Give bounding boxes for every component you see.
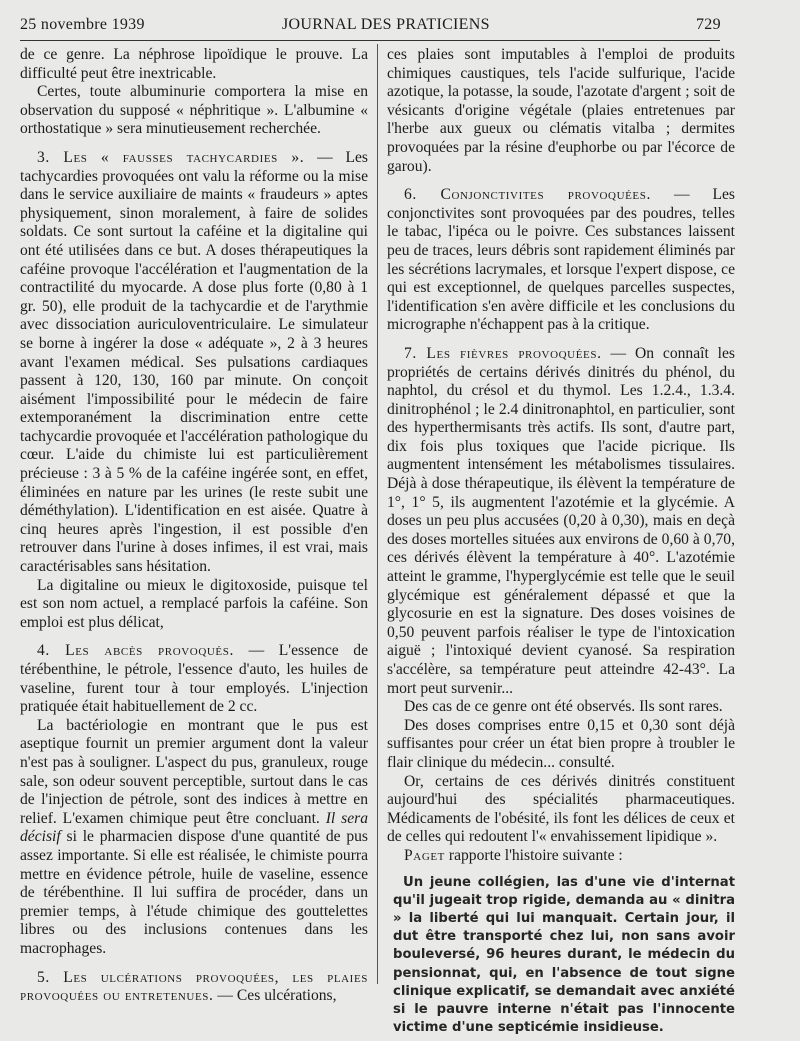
- section-heading: 7. Les fièvres provoquées.: [404, 344, 602, 362]
- section-heading: 4. Les abcès provoqués.: [37, 642, 234, 660]
- section-heading: 6. Conjonctivites provoquées.: [404, 186, 651, 204]
- quotation-text: Un jeune collégien, las d'une vie d'internat qu'il jugeait trop rigide, demanda au « dinitra » la liberté qui lui manquait. Certain jour, il dut être transporté chez lui, non sans avoir bouleversé, 96 heures durant, le médecin du pensionnat, qui, en l'absence de tout signe clinique explicatif, se demandait avec anxiété si le pauvre interne n'était pas l'innocente victime d'une septicémie insidieuse.: [393, 874, 735, 1036]
- section-body: — Les tachycardies provoquées ont valu la réforme ou la mise dans le service auxiliaire de maints « fraudeurs » aptes physiquement, sinon moralement, à faire de solides soldats. Ce sont surtout la caféine et la digitaline qui ont été utilisées dans ce but. A doses thérapeutiques la caféine provoque l'accélération et l'augmentation de la contractilité du myocarde. A dose plus forte (0,80 à 1 gr. 50), elle produit de la tachycardie et de l'arythmie avec dissociation auriculoventriculaire. Le simulateur se borne à ingérer la dose « adéquate », 2 à 3 heures avant l'examen médical. Ses pulsations cardiaques passent à 120, 130, 160 par minute. On conçoit aisément l'impossibilité pour le médecin de faire extemporanément la discrimination entre cette tachycardie provoquée et l'accélération pathologique du cœur. L'aide du chimiste lui est particulièrement précieuse : 3 à 5 % de la caféine ingérée sont, en effet, éliminées en nature par les urines (le reste subit une déméthylation). L'identification en est aisée. Quatre à cinq heures après l'ingestion, il est possible d'en retrouver dans l'urine à doses infimes, il est vrai, mais caractérisables sans hésitation.: [20, 148, 369, 576]
- section-3: [20, 149, 368, 577]
- paragraph: Des cas de ce genre ont été observés. Ils sont rares.: [404, 698, 723, 716]
- section-body: — On connaît les propriétés de certains dérivés dinitrés du phénol, du naphtol, du crésol et du thymol. Les 1.2.4., 1.3.4. dinitrophénol ; le 2.4 dinitronaphtol, en particulier, sont des hyperthermisants très actifs. Ils sont, d'autre part, dix fois plus toxiques que l'acide picrique. Ils augmentent intensément les métabolismes tissulaires. Déjà à dose thérapeutique, ils élèvent la température de 1°, 1° 5, ils augmentent l'azotémie et la glycémie. A doses un peu plus accusées (0,20 à 0,30), mais en deçà des doses mortelles situées aux environs de 0,60 à 0,70, ces dérivés élèvent la température à 40°. L'azotémie atteint le gramme, l'hyperglycémie est telle que le seuil glycémique est généralement dépassé et que la glycosurie en est la signature. Des doses voisines de 0,50 peuvent parfois réaliser le type de l'intoxication aiguë ; l'intoxiqué devient cyanosé. Sa respiration s'accélère, sa température peut atteindre 42-43°. La mort peut survenir...: [387, 344, 735, 697]
- right-column: [387, 46, 735, 1037]
- paragraph: Or, certains de ces dérivés dinitrés constituent aujourd'hui des spécialités pharmaceutiques. Médicaments de l'obésité, ils font les délices de ceux et de celles qui redoutent l'« envahissement lipidique ».: [387, 772, 735, 846]
- section-5: [20, 969, 368, 1006]
- column-divider: [377, 44, 378, 984]
- paragraph: [20, 717, 368, 959]
- paragraph: [387, 847, 735, 866]
- quotation-block: [393, 874, 735, 1038]
- paragraph: Des doses comprises entre 0,15 et 0,30 sont déjà suffisantes pour créer un état bien propre à troubler le flair clinique du médecin... consulté.: [387, 716, 735, 771]
- text-run: rapporte l'histoire suivante :: [445, 846, 623, 864]
- text-run: La bactériologie en montrant que le pus est aseptique fournit un premier argument dont la valeur n'est pas à souligner. L'aspect du pus, granuleux, rouge sale, son odeur souvent perceptible, surtout dans le cas de l'injection de pétrole, sont des indices à mettre en relief. L'examen chimique peut être concluant.: [20, 716, 368, 827]
- italic-run: Il sera décisif: [20, 809, 369, 846]
- page-header: [20, 16, 720, 38]
- left-column: [20, 46, 368, 1006]
- text-run: si le pharmacien dispose d'une quantité de pus assez importante. Si elle est réalisée, le chimiste pourra mettre en évidence pétrole, huile de vaseline, essence de térébenthine. Il lui suffira de procéder, dans un premier temps, à l'étude chimique des gouttelettes libres ou des inclusions contenues dans les macrophages.: [20, 828, 368, 957]
- section-heading: 5. Les ulcérations provoquées, les plaies provoquées ou entretenues.: [20, 968, 368, 1005]
- journal-title: JOURNAL DES PRATICIENS: [282, 16, 490, 33]
- section-4: [20, 642, 368, 716]
- paragraph: La digitaline ou mieux le digitoxoside, puisque tel est son nom actuel, a remplacé parfois la caféine. Son emploi est plus délicat,: [20, 576, 368, 631]
- section-body: — Ces ulcérations,: [213, 987, 337, 1005]
- section-heading: 3. Les « fausses tachycardies ».: [37, 148, 305, 166]
- page-number: 729: [696, 16, 721, 33]
- section-body: — L'essence de térébenthine, le pétrole, l'essence d'auto, les huiles de vaseline, furent tour à tour employés. L'injection pratiquée était habituellement de 2 cc.: [20, 642, 368, 716]
- section-7: [387, 345, 735, 698]
- header-rule: [20, 40, 720, 41]
- section-body: — Les conjonctivites sont provoquées par des poudres, telles le tabac, l'ipéca ou le poivre. Ces substances laissent peu de traces, leurs débris sont rapidement éliminés par les sécrétions lacrymales, et lorsque l'expert dispose, ce qui est exceptionnel, de quelques parcelles suspectes, l'identification s'en avère difficile et les conclusions du micrographe n'échappent pas à la critique.: [387, 186, 735, 334]
- paragraph: Certes, toute albuminurie comportera la mise en observation du supposé « néphritique ». L'albumine « orthostatique » sera minutieusement recherchée.: [20, 83, 368, 138]
- author-name: Paget: [404, 846, 445, 864]
- issue-date: 25 novembre 1939: [20, 16, 145, 33]
- paragraph: ces plaies sont imputables à l'emploi de produits chimiques caustiques, tels l'acide sulfurique, l'acide azotique, la potasse, la soude, l'azotate d'argent ; soit de vésicants d'origine végétale (plaies entretenues par l'herbe aux gueux ou clématis vitalba ; dermites provoquées par la résine d'euphorbe ou par l'écorce de garou).: [387, 46, 735, 175]
- paragraph: de ce genre. La néphrose lipoïdique le prouve. La difficulté peut être inextricable.: [20, 46, 368, 82]
- section-6: [387, 186, 735, 335]
